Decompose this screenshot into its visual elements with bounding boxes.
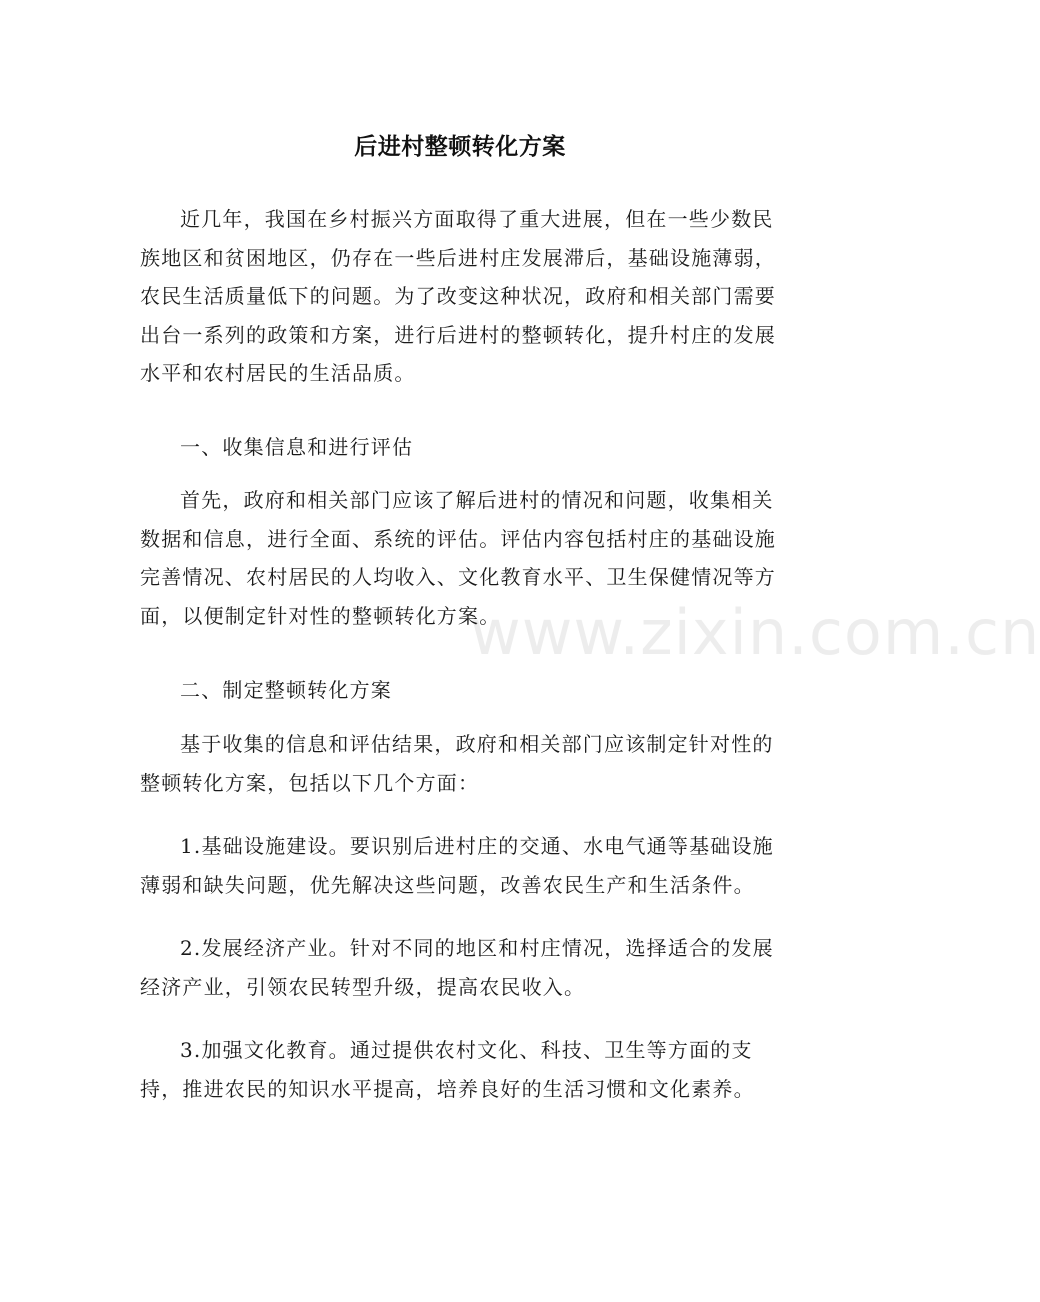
document-title: 后进村整顿转化方案: [354, 134, 566, 160]
paragraph-section-1: 首先，政府和相关部门应该了解后进村的情况和问题，收集相关数据和信息，进行全面、系统的评估。评估内容包括村庄的基础设施完善情况、农村居民的人均收入、文化教育水平、卫生保健情况等方面，以便制定针对性的整顿转化方案。: [140, 488, 776, 628]
watermark: www.zixin.com.cn: [470, 596, 1040, 669]
section-heading-1: 一、收集信息和进行评估: [180, 435, 414, 459]
list-item-1: 1.基础设施建设。要识别后进村庄的交通、水电气通等基础设施薄弱和缺失问题，优先解决这些问题，改善农民生产和生活条件。: [140, 834, 774, 897]
paragraph-section-2: 基于收集的信息和评估结果，政府和相关部门应该制定针对性的整顿转化方案，包括以下几个方面：: [140, 732, 774, 795]
paragraph-intro: 近几年，我国在乡村振兴方面取得了重大进展，但在一些少数民族地区和贫困地区，仍存在一些后进村庄发展滞后，基础设施薄弱，农民生活质量低下的问题。为了改变这种状况，政府和相关部门需要出台一系列的政策和方案，进行后进村的整顿转化，提升村庄的发展水平和农村居民的生活品质。: [140, 207, 776, 385]
list-item-3: 3.加强文化教育。通过提供农村文化、科技、卫生等方面的支持，推进农民的知识水平提高，培养良好的生活习惯和文化素养。: [140, 1038, 755, 1101]
list-item-2: 2.发展经济产业。针对不同的地区和村庄情况，选择适合的发展经济产业，引领农民转型升级，提高农民收入。: [140, 936, 774, 999]
section-heading-2: 二、制定整顿转化方案: [180, 678, 392, 702]
